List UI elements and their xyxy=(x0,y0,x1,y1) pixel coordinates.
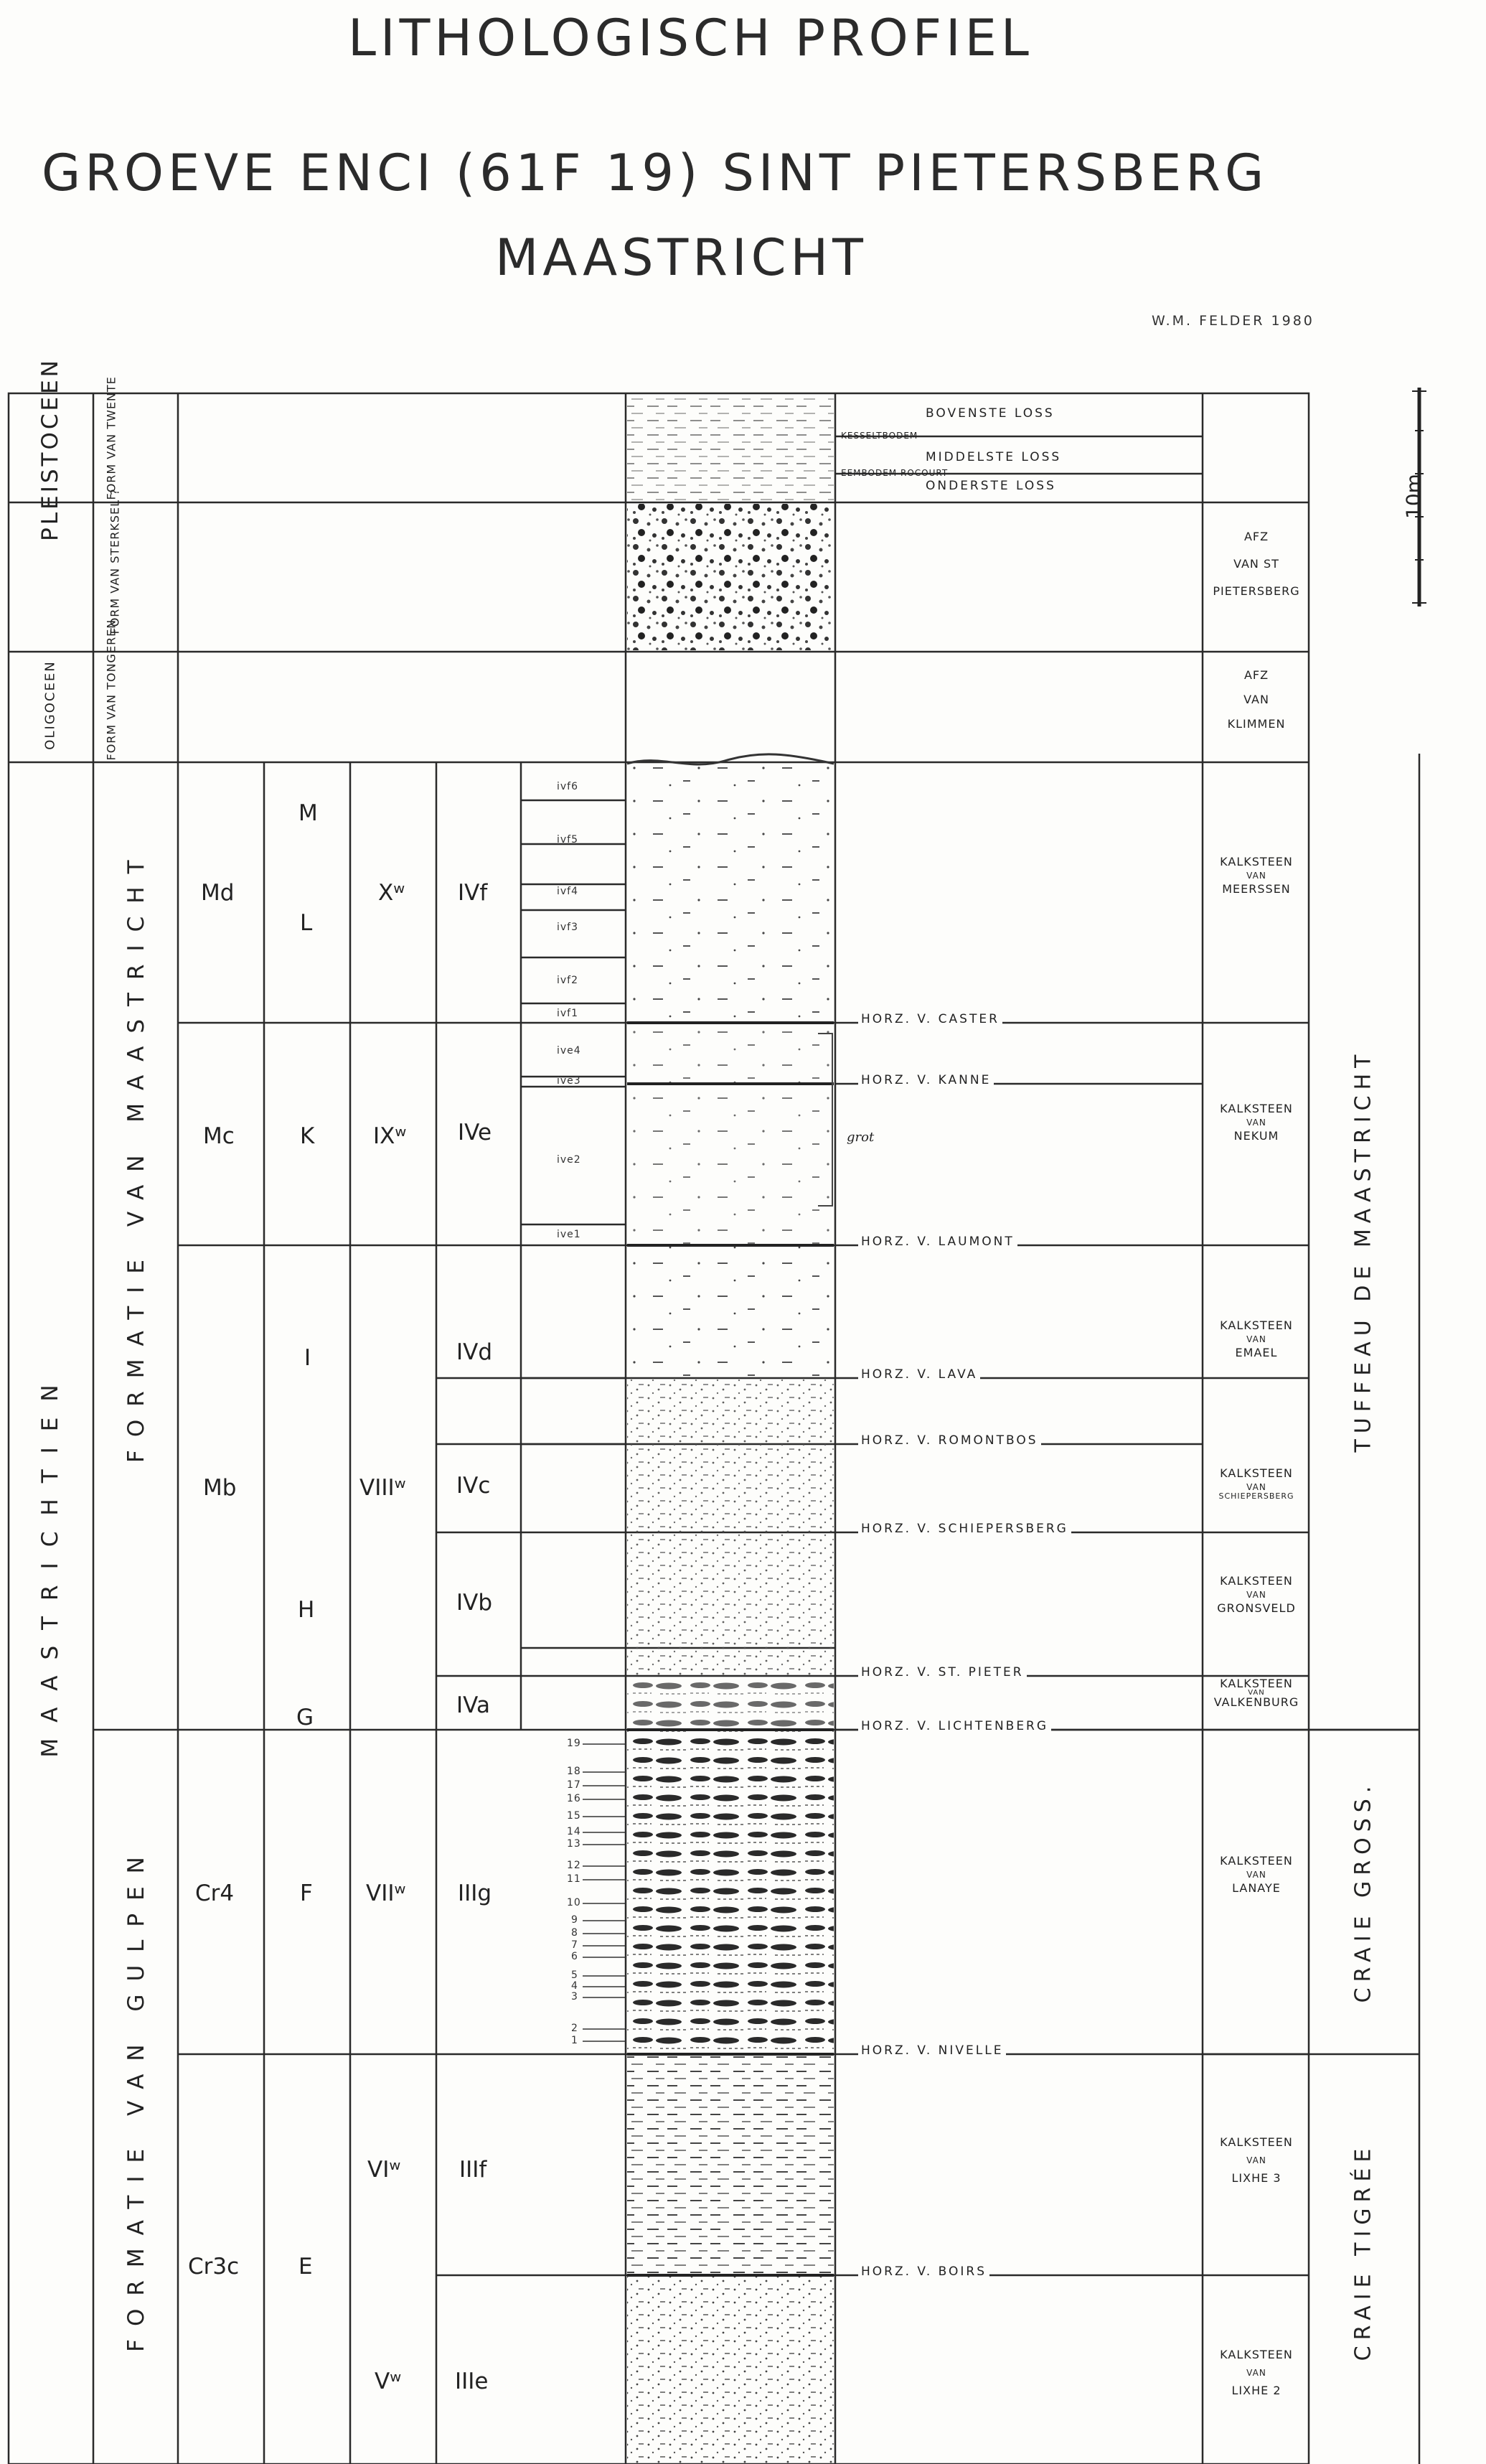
bed-number: 14 xyxy=(567,1826,581,1837)
member-cr3c: Cr3c xyxy=(188,2254,240,2280)
w-unit-v: Vʷ xyxy=(375,2369,402,2394)
lithostrat-line: PIETERSBERG xyxy=(1213,584,1300,598)
lithostrat-line: KALKSTEEN xyxy=(1220,2135,1293,2149)
formation-maastricht: FORMATIE VAN MAASTRICHT xyxy=(123,847,149,1463)
subunit-ivf4: ivf4 xyxy=(557,886,579,897)
member-cr4: Cr4 xyxy=(195,1880,235,1906)
zone-h: H xyxy=(298,1597,315,1623)
zone-f: F xyxy=(300,1880,313,1906)
unit-ivb: IVb xyxy=(456,1590,493,1616)
subunit-ive2: ive2 xyxy=(557,1154,581,1166)
zone-m: M xyxy=(298,800,318,826)
lithostrat-line: KALKSTEEN xyxy=(1220,1574,1293,1588)
bed-number: 8 xyxy=(571,1927,578,1939)
formation-twente: FORM VAN TWENTE xyxy=(104,376,118,500)
bed-number: 9 xyxy=(571,1914,578,1926)
lithostrat-line: GRONSVELD xyxy=(1217,1601,1296,1615)
lithostrat-line: KALKSTEEN xyxy=(1220,855,1293,868)
lithostrat-line: KALKSTEEN xyxy=(1220,1466,1293,1480)
bed-number: 4 xyxy=(571,1980,578,1992)
lithostrat-meerssen xyxy=(1204,853,1309,899)
unit-iva: IVa xyxy=(456,1692,490,1718)
bed-number: 3 xyxy=(571,1991,578,2002)
bed-number: 11 xyxy=(567,1873,581,1885)
lithostrat-line: VAN xyxy=(1248,1689,1265,1697)
lithostrat-line: VAN xyxy=(1243,693,1269,706)
horizon-caster: HORZ. V. CASTER xyxy=(858,1012,1002,1026)
lithostrat-line: VAN xyxy=(1246,1870,1266,1880)
lithostrat-line: KALKSTEEN xyxy=(1220,2348,1293,2361)
bed-number: 7 xyxy=(571,1939,578,1951)
grot-label: grot xyxy=(847,1130,875,1145)
lithostrat-line: MEERSSEN xyxy=(1222,882,1291,896)
loess-onderste: ONDERSTE LOSS xyxy=(926,479,1056,493)
subunit-ivf1: ivf1 xyxy=(557,1008,579,1019)
bed-number: 15 xyxy=(567,1810,581,1822)
unit-craie-tigree: CRAIE TIGRÉE xyxy=(1350,2142,1376,2361)
unit-iiig: IIIg xyxy=(458,1880,492,1906)
horizon-schiepersberg: HORZ. V. SCHIEPERSBERG xyxy=(858,1522,1071,1536)
lithostrat-line: KALKSTEEN xyxy=(1220,1318,1293,1332)
lithostrat-line: LANAYE xyxy=(1232,1881,1281,1895)
zone-l: L xyxy=(300,910,313,936)
w-unit-vi: VIʷ xyxy=(367,2157,401,2183)
unit-tuffeau-de-maastricht: TUFFEAU DE MAASTRICHT xyxy=(1350,1049,1376,1453)
member-mb: Mb xyxy=(203,1475,237,1501)
lithostrat-afz-st-pietersberg xyxy=(1204,528,1309,601)
loess-middelste: MIDDELSTE LOSS xyxy=(926,450,1062,464)
lithostrat-line: AFZ xyxy=(1243,530,1269,543)
lithostrat-line: NEKUM xyxy=(1233,1129,1279,1143)
bed-number: 18 xyxy=(567,1766,581,1777)
lithostrat-lixhe-3 xyxy=(1204,2133,1309,2188)
lithostrat-afz-klimmen xyxy=(1204,666,1309,734)
lithostrat-line: VAN ST xyxy=(1233,557,1279,571)
subunit-ivf2: ivf2 xyxy=(557,975,579,986)
lithostrat-line: VAN xyxy=(1246,1334,1266,1344)
eembodem: EEMBODEM ROCOURT xyxy=(841,468,949,478)
lithostrat-line: KALKSTEEN xyxy=(1220,1854,1293,1868)
subunit-ive3: ive3 xyxy=(557,1075,581,1087)
bed-number: 1 xyxy=(571,2035,578,2046)
lithostrat-gronsveld xyxy=(1204,1572,1309,1618)
subunit-ive4: ive4 xyxy=(557,1045,581,1057)
horizon-lichtenberg: HORZ. V. LICHTENBERG xyxy=(858,1719,1051,1733)
bed-number: 16 xyxy=(567,1793,581,1804)
horizon-st-pieter: HORZ. V. ST. PIETER xyxy=(858,1665,1027,1680)
member-mc: Mc xyxy=(203,1123,235,1149)
bed-number: 12 xyxy=(567,1860,581,1871)
horizon-kanne: HORZ. V. KANNE xyxy=(858,1073,994,1087)
lithostrat-line: SCHIEPERSBERG xyxy=(1218,1491,1294,1501)
series-pleistoceen: PLEISTOCEEN xyxy=(37,357,63,541)
lithostrat-schiepersberg xyxy=(1204,1464,1309,1502)
scale-label: 10m xyxy=(1401,474,1426,519)
formation-tongeren: FORM VAN TONGEREN xyxy=(104,619,118,761)
w-unit-viii: VIIIʷ xyxy=(359,1475,406,1501)
lithostrat-line: KALKSTEEN xyxy=(1220,1677,1293,1690)
zone-i: I xyxy=(304,1345,311,1371)
bed-number: 17 xyxy=(567,1779,581,1791)
horizon-lava: HORZ. V. LAVA xyxy=(858,1367,980,1382)
lithostrat-valkenburg xyxy=(1204,1678,1309,1708)
bed-number: 10 xyxy=(567,1897,581,1908)
lithostrat-line: VAN xyxy=(1246,2368,1266,2378)
kesseltbodem: KESSELTBODEM xyxy=(841,431,918,441)
zone-k: K xyxy=(300,1123,315,1149)
w-unit-x: Xʷ xyxy=(378,880,405,906)
zone-e: E xyxy=(298,2254,313,2280)
loess-bovenste: BOVENSTE LOSS xyxy=(926,406,1055,421)
subunit-ivf3: ivf3 xyxy=(557,922,579,933)
unit-ivf: IVf xyxy=(458,880,488,906)
author: W.M. FELDER 1980 xyxy=(1152,313,1315,329)
lithostrat-line: KALKSTEEN xyxy=(1220,1102,1293,1115)
unit-iiie: IIIe xyxy=(455,2369,489,2394)
unit-ivc: IVc xyxy=(456,1473,491,1499)
w-unit-vii: VIIʷ xyxy=(366,1880,406,1906)
lithostrat-emael xyxy=(1204,1316,1309,1362)
subtitle: GROEVE ENCI (61F 19) SINT PIETERSBERG xyxy=(42,144,1269,202)
lithostrat-lanaye xyxy=(1204,1852,1309,1898)
horizon-boirs: HORZ. V. BOIRS xyxy=(858,2264,989,2279)
bed-number: 6 xyxy=(571,1951,578,1962)
lithostrat-line: LIXHE 3 xyxy=(1231,2171,1282,2185)
series-oligoceen: OLIGOCEEN xyxy=(42,660,58,750)
horizon-romontbos: HORZ. V. ROMONTBOS xyxy=(858,1433,1041,1448)
lithostrat-line: VAN xyxy=(1246,2155,1266,2165)
unit-iiif: IIIf xyxy=(459,2157,487,2183)
horizon-laumont: HORZ. V. LAUMONT xyxy=(858,1235,1017,1249)
subunit-ivf5: ivf5 xyxy=(557,834,579,845)
lithostrat-line: AFZ xyxy=(1243,668,1269,682)
lithostrat-line: LIXHE 2 xyxy=(1231,2384,1282,2397)
lithostrat-line: VAN xyxy=(1246,1118,1266,1128)
bed-number: 2 xyxy=(571,2023,578,2034)
w-unit-ix: IXʷ xyxy=(373,1123,407,1149)
lithostrat-nekum xyxy=(1204,1100,1309,1146)
bed-number: 13 xyxy=(567,1838,581,1850)
unit-craie-gross: CRAIE GROSS. xyxy=(1350,1780,1376,2003)
lithostrat-lixhe-2 xyxy=(1204,2346,1309,2400)
zone-g: G xyxy=(296,1705,314,1730)
subunit-ivf6: ivf6 xyxy=(557,781,579,792)
place: MAASTRICHT xyxy=(495,228,867,287)
title: LITHOLOGISCH PROFIEL xyxy=(348,9,1033,67)
lithostrat-line: VALKENBURG xyxy=(1213,1695,1299,1709)
subunit-ive1: ive1 xyxy=(557,1229,581,1240)
lithostrat-line: VAN xyxy=(1246,1590,1266,1600)
lithostrat-line: VAN xyxy=(1246,1482,1266,1492)
bed-number: 19 xyxy=(567,1738,581,1749)
unit-ivd: IVd xyxy=(456,1339,493,1365)
formation-sterksel: FORM VAN STERKSEL ? xyxy=(108,488,122,634)
lithostrat-line: VAN xyxy=(1246,871,1266,881)
horizon-nivelle: HORZ. V. NIVELLE xyxy=(858,2043,1006,2058)
formation-gulpen: FORMATIE VAN GULPEN xyxy=(123,1844,149,2352)
member-md: Md xyxy=(201,880,235,906)
lithostrat-line: KLIMMEN xyxy=(1227,717,1286,731)
bed-number: 5 xyxy=(571,1969,578,1981)
unit-ive: IVe xyxy=(458,1120,492,1146)
lithostrat-line: EMAEL xyxy=(1235,1346,1278,1359)
series-maastrichtien: MAASTRICHTIEN xyxy=(37,1369,63,1758)
